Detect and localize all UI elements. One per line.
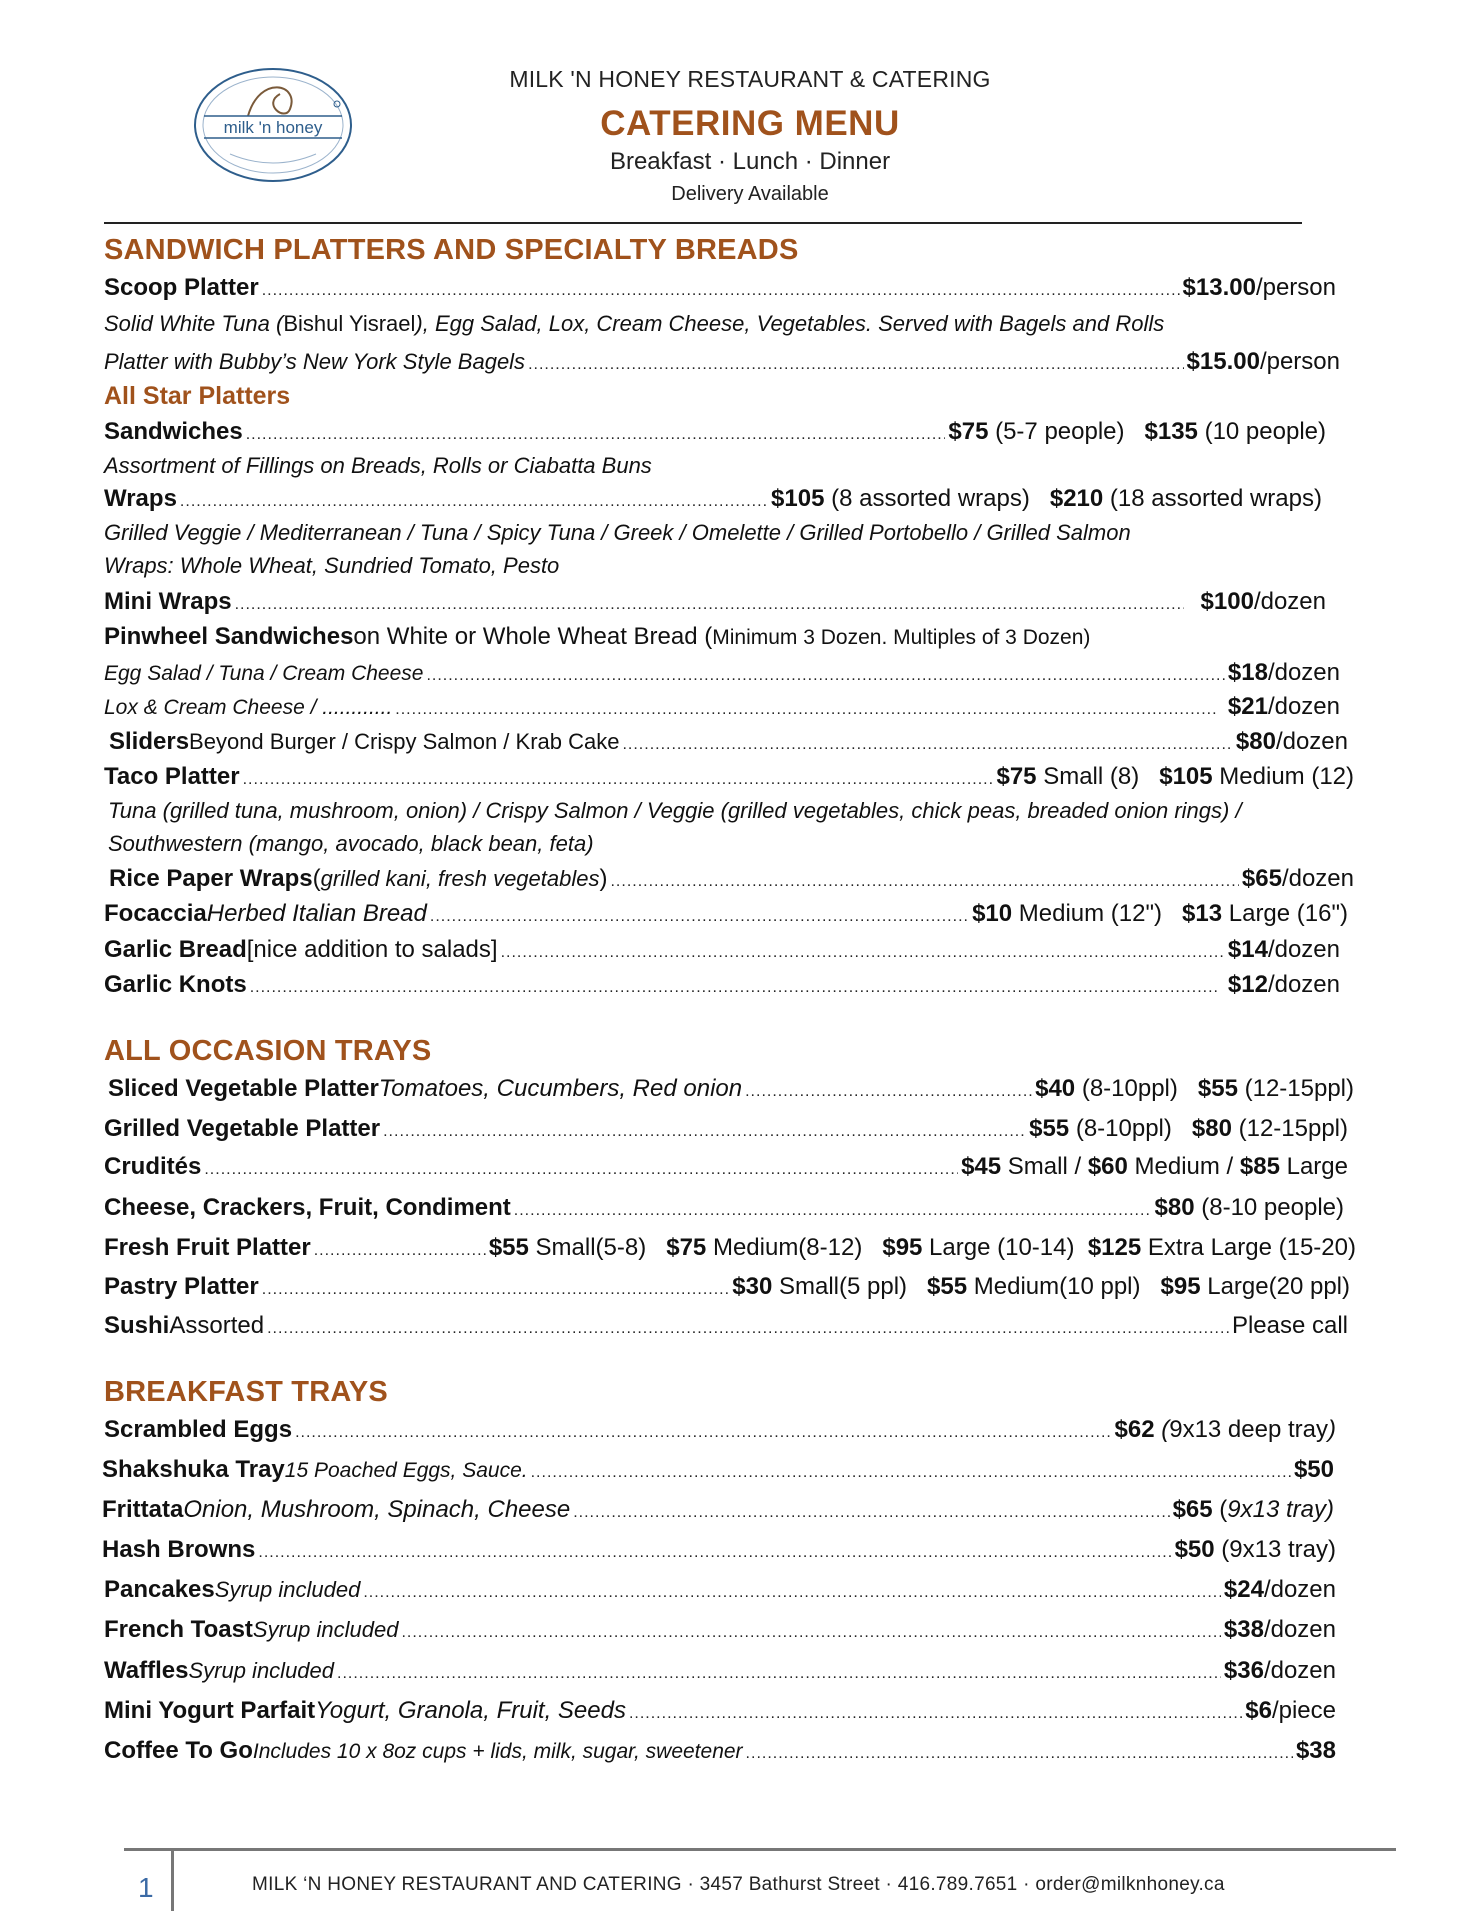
menu-item-pastry-platter: Pastry Platter ..... $30 Small(5 ppl) $55 Medium(10 ppl) $95 Large(20 ppl)	[104, 1272, 1350, 1305]
wraps-fillings-description: Grilled Veggie / Mediterranean / Tuna / Spicy Tuna / Greek / Omelette / Grilled Portobello / Grilled Salmon	[104, 520, 1131, 545]
menu-item-pancakes: Pancakes Syrup included ..... $24/dozen	[104, 1575, 1336, 1608]
delivery-note: Delivery Available	[671, 183, 829, 205]
menu-item-mini-yogurt-parfait: Mini Yogurt Parfait Yogurt, Granola, Fruit, Seeds ..... $6/piece	[104, 1696, 1336, 1729]
menu-item-sliced-vegetable-platter: Sliced Vegetable Platter Tomatoes, Cucumbers, Red onion ..... $40 (8-10ppl) $55 (12-15ppl)	[108, 1074, 1354, 1107]
header-divider	[104, 222, 1302, 224]
sandwiches-description: Assortment of Fillings on Breads, Rolls or Ciabatta Buns	[104, 453, 652, 478]
menu-item-fresh-fruit-platter: Fresh Fruit Platter ..... $55 Small(5-8) $75 Medium(8-12) $95 Large (10-14) $125 Extra Large (15-20)	[104, 1233, 1356, 1266]
menu-item-coffee-to-go: Coffee To Go Includes 10 x 8oz cups + lids, milk, sugar, sweetener ..... $38	[104, 1736, 1336, 1769]
menu-item-garlic-knots: Garlic Knots ..... $12/dozen	[104, 970, 1340, 1003]
menu-item-mini-wraps: Mini Wraps ..... $100/dozen	[104, 587, 1326, 620]
menu-item-sandwiches: Sandwiches ..... $75 (5-7 people) $135 (10 people)	[104, 417, 1326, 450]
menu-item-sliders: Sliders Beyond Burger / Crispy Salmon / Krab Cake ..... $80/dozen	[109, 727, 1348, 760]
menu-item-cheese-crackers: Cheese, Crackers, Fruit, Condiment ..... $80 (8-10 people)	[104, 1193, 1344, 1226]
menu-item-waffles: Waffles Syrup included ..... $36/dozen	[104, 1656, 1336, 1689]
taco-description-line1: Tuna (grilled tuna, mushroom, onion) / Crispy Salmon / Veggie (grilled vegetables, chick peas, breaded onion rings) /	[108, 798, 1242, 823]
scoop-platter-description: Solid White Tuna (Bishul Yisrael), Egg Salad, Lox, Cream Cheese, Vegetables. Served with Bagels and Rolls	[104, 311, 1165, 336]
menu-item-crudites: Crudités ..... $45 Small / $60 Medium / $85 Large	[104, 1152, 1348, 1185]
menu-item-scoop-platter: Scoop Platter ..... $13.00/person	[104, 273, 1336, 306]
menu-item-pinwheel-lox: Lox & Cream Cheese / ............ ..... $21/dozen	[104, 692, 1340, 725]
menu-item-pinwheel-egg-tuna: Egg Salad / Tuna / Cream Cheese ..... $18/dozen	[104, 658, 1340, 691]
subsection-all-star-platters: All Star Platters	[104, 382, 291, 410]
menu-item-hash-browns: Hash Browns ..... $50 (9x13 tray)	[102, 1535, 1336, 1568]
footer-divider	[124, 1848, 1396, 1851]
restaurant-name: MILK 'N HONEY RESTAURANT & CATERING	[509, 66, 991, 92]
meals-subtitle: Breakfast · Lunch · Dinner	[609, 148, 891, 175]
menu-item-shakshuka-tray: Shakshuka Tray 15 Poached Eggs, Sauce. ..... $50	[102, 1455, 1334, 1488]
menu-item-focaccia: Focaccia Herbed Italian Bread ..... $10 Medium (12") $13 Large (16")	[104, 899, 1348, 932]
menu-item-french-toast: French Toast Syrup included ..... $38/dozen	[104, 1615, 1336, 1648]
footer-contact-info: MILK ‘N HONEY RESTAURANT AND CATERING · 3457 Bathurst Street · 416.789.7651 · order@milknhoney.ca	[252, 1874, 1225, 1895]
menu-item-pinwheel-sandwiches: Pinwheel Sandwiches on White or Whole Wheat Bread ( Minimum 3 Dozen. Multiples of 3 Dozen)	[104, 623, 1091, 650]
menu-item-bubby-bagels: Platter with Bubby’s New York Style Bagels ..... $15.00/person	[104, 347, 1340, 380]
menu-item-grilled-vegetable-platter: Grilled Vegetable Platter ..... $55 (8-10ppl) $80 (12-15ppl)	[104, 1114, 1348, 1147]
svg-text:milk 'n honey: milk 'n honey	[223, 118, 323, 137]
section-title-breakfast-trays: BREAKFAST TRAYS	[104, 1376, 388, 1408]
menu-item-frittata: Frittata Onion, Mushroom, Spinach, Cheese ..... $65 (9x13 tray)	[102, 1495, 1334, 1528]
wraps-bread-description: Wraps: Whole Wheat, Sundried Tomato, Pesto	[104, 553, 560, 578]
page-number: 1	[138, 1872, 154, 1903]
taco-description-line2: Southwestern (mango, avocado, black bean, feta)	[108, 831, 594, 856]
menu-item-wraps: Wraps ..... $105 (8 assorted wraps) $210 (18 assorted wraps)	[104, 484, 1322, 517]
menu-item-garlic-bread: Garlic Bread [nice addition to salads] ..... $14/dozen	[104, 935, 1340, 968]
menu-item-taco-platter: Taco Platter ..... $75 Small (8) $105 Medium (12)	[104, 762, 1354, 795]
menu-item-scrambled-eggs: Scrambled Eggs ..... $62 (9x13 deep tray)	[104, 1415, 1336, 1448]
section-title-occasion-trays: ALL OCCASION TRAYS	[104, 1035, 432, 1067]
section-title-sandwich: SANDWICH PLATTERS AND SPECIALTY BREADS	[104, 234, 799, 266]
footer-vertical-divider	[171, 1851, 174, 1911]
page-title: CATERING MENU	[600, 104, 900, 143]
menu-item-rice-paper-wraps: Rice Paper Wraps ( grilled kani, fresh vegetables ) ..... $65/dozen	[109, 864, 1354, 897]
menu-item-sushi: Sushi Assorted ..... Please call	[104, 1311, 1348, 1344]
